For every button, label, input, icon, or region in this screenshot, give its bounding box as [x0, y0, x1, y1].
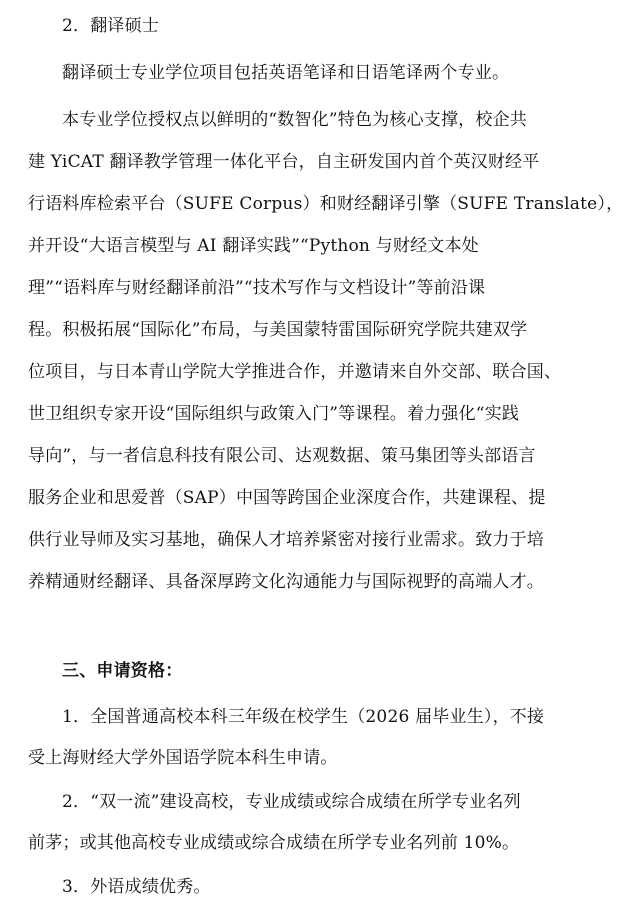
paragraph-line: 导向”，与一者信息科技有限公司、达观数据、策马集团等头部语言 — [28, 446, 536, 466]
section-heading-translation-master: 2．翻译硕士 — [62, 16, 160, 36]
list-item-line: 1．全国普通高校本科三年级在校学生（2026 届毕业生），不接 — [62, 707, 545, 727]
list-item-line: 2．“双一流”建设高校，专业成绩或综合成绩在所学专业名列 — [62, 792, 521, 812]
paragraph-line: 程。积极拓展“国际化”布局，与美国蒙特雷国际研究学院共建双学 — [28, 320, 528, 340]
paragraph-line: 服务企业和思爱普（SAP）中国等跨国企业深度合作，共建课程、提 — [28, 488, 546, 508]
paragraph-line: 位项目，与日本青山学院大学推进合作，并邀请来自外交部、联合国、 — [28, 362, 562, 382]
list-item-line: 受上海财经大学外国语学院本科生申请。 — [28, 748, 338, 768]
paragraph-line: 世卫组织专家开设“国际组织与政策入门”等课程。着力强化“实践 — [28, 404, 520, 424]
paragraph-line: 建 YiCAT 翻译教学管理一体化平台，自主研发国内首个英汉财经平 — [28, 152, 540, 172]
paragraph-intro: 翻译硕士专业学位项目包括英语笔译和日语笔译两个专业。 — [62, 63, 510, 83]
list-item-line: 前茅；或其他高校专业成绩或综合成绩在所学专业名列前 10%。 — [28, 833, 520, 853]
paragraph-line: 理”“语料库与财经翻译前沿”“技术写作与文档设计”等前沿课 — [28, 278, 486, 298]
list-item-line: 3．外语成绩优秀。 — [62, 877, 211, 897]
paragraph-line: 本专业学位授权点以鲜明的“数智化”特色为核心支撑，校企共 — [62, 110, 527, 130]
paragraph-line: 并开设“大语言模型与 AI 翻译实践”“Python 与财经文本处 — [28, 236, 479, 256]
paragraph-line: 行语料库检索平台（SUFE Corpus）和财经翻译引擎（SUFE Translate）， — [28, 194, 624, 214]
section-heading-eligibility: 三、申请资格： — [62, 661, 183, 681]
paragraph-line: 供行业导师及实习基地，确保人才培养紧密对接行业需求。致力于培 — [28, 530, 544, 550]
paragraph-line: 养精通财经翻译、具备深厚跨文化沟通能力与国际视野的高端人才。 — [28, 572, 544, 592]
